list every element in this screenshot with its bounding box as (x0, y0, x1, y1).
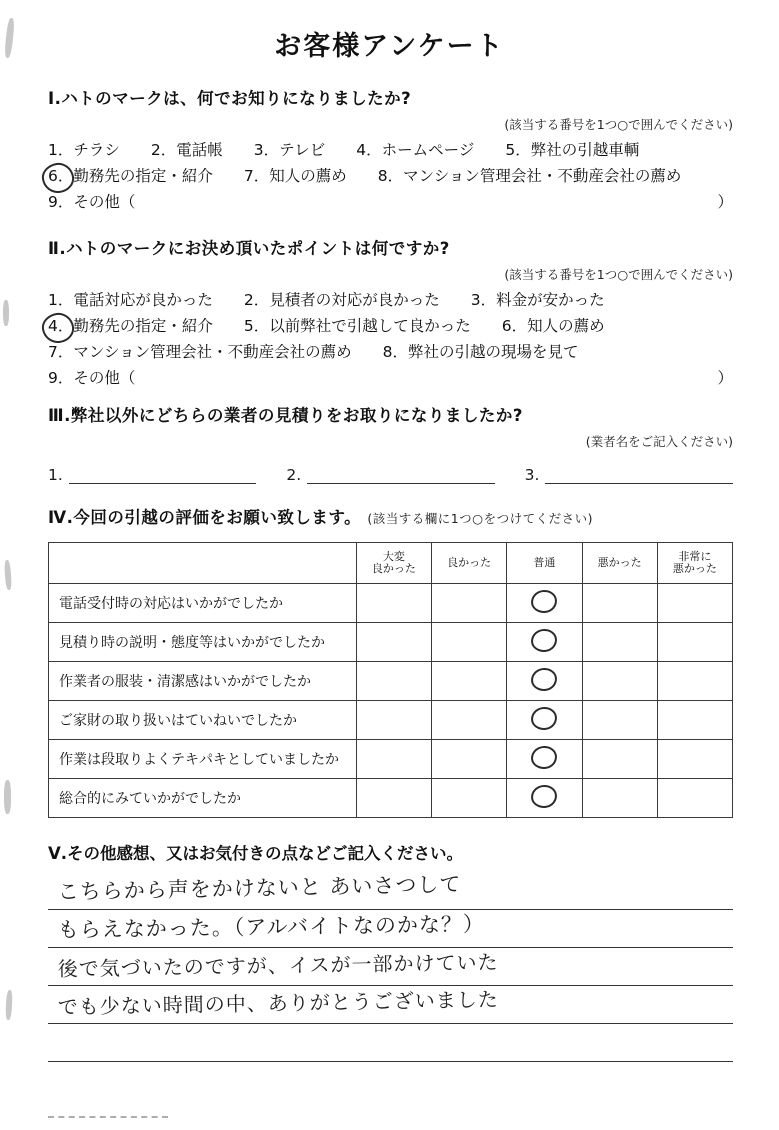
handwritten-o-mark (530, 706, 558, 732)
evaluation-row-6-bad[interactable] (582, 779, 657, 818)
footer-divider (48, 1116, 168, 1118)
question-3-blanks (48, 466, 733, 484)
question-3-blank-1[interactable] (48, 466, 256, 484)
evaluation-row-6-good[interactable] (432, 779, 507, 818)
evaluation-row-5-question: 作業は段取りよくテキパキとしていましたか (49, 740, 357, 779)
question-2-other-label: 9．その他（ (48, 368, 136, 387)
evaluation-row-4-very-bad[interactable] (657, 701, 732, 740)
handwritten-o-mark (530, 589, 558, 615)
scan-artifact (4, 780, 11, 814)
evaluation-row-2-question: 見積り時の説明・態度等はいかがでしたか (49, 623, 357, 662)
evaluation-row-5-very-bad[interactable] (657, 740, 732, 779)
question-5-heading: Ⅴ.その他感想、又はお気付きの点などご記入ください。 (48, 844, 464, 864)
evaluation-row-4-average[interactable] (507, 701, 582, 740)
question-3-blank-1-rule[interactable] (69, 466, 257, 484)
evaluation-header-blank (49, 543, 357, 584)
evaluation-row-2-bad[interactable] (582, 623, 657, 662)
question-3-blank-2[interactable] (286, 466, 494, 484)
evaluation-row-3-good[interactable] (432, 662, 507, 701)
handwritten-o-mark (530, 628, 558, 654)
evaluation-header-very-good-line1: 大変 (382, 549, 405, 563)
evaluation-row-4-good[interactable] (432, 701, 507, 740)
handwritten-o-mark (530, 784, 558, 810)
scan-artifact (3, 300, 9, 326)
evaluation-header-good: 良かった (432, 543, 507, 584)
evaluation-header-very-good (356, 543, 431, 584)
table-row (49, 779, 733, 818)
table-row (49, 701, 733, 740)
question-3-note: (業者名をご記入ください) (585, 434, 733, 450)
question-1-note: (該当する番号を1つ○で囲んでください) (504, 117, 733, 132)
question-1-options-line-2-text: 6．勤務先の指定・紹介 7．知人の薦め 8．マンション管理会社・不動産会社の薦め (48, 166, 682, 185)
question-2-options-line-4[interactable] (48, 368, 733, 389)
question-2-note: (該当する番号を1つ○で囲んでください) (504, 266, 733, 282)
question-1-heading: Ⅰ.ハトのマークは、何でお知りになりましたか? (48, 89, 412, 108)
question-1-other-close: ） (717, 192, 733, 211)
evaluation-row-5-bad[interactable] (582, 740, 657, 779)
evaluation-row-1-average[interactable] (507, 584, 582, 623)
question-2-other-close: ） (717, 368, 733, 387)
evaluation-row-2-very-bad[interactable] (657, 623, 732, 662)
question-2-options-line-3[interactable]: 7．マンション管理会社・不動産会社の薦め 8．弊社の引越の現場を見て (48, 342, 579, 361)
table-row (49, 584, 733, 623)
evaluation-header-very-bad-line1: 非常に (678, 549, 712, 563)
question-4-note: (該当する欄に1つ○をつけてください) (367, 511, 593, 527)
comment-area[interactable] (48, 872, 733, 1062)
evaluation-row-4-question: ご家財の取り扱いはていねいでしたか (49, 701, 357, 740)
evaluation-header-very-good-line2: 良かった (371, 562, 416, 576)
evaluation-row-2-average[interactable] (507, 623, 582, 662)
table-row (49, 623, 733, 662)
page-title: お客様アンケート (274, 31, 505, 62)
evaluation-row-5-very-good[interactable] (356, 740, 431, 779)
evaluation-header-average: 普通 (507, 543, 582, 584)
comment-line-5[interactable] (48, 1024, 733, 1062)
evaluation-row-4-bad[interactable] (582, 701, 657, 740)
evaluation-row-2-good[interactable] (432, 623, 507, 662)
evaluation-row-1-good[interactable] (432, 584, 507, 623)
handwritten-o-mark (530, 667, 558, 693)
question-4-heading (48, 504, 733, 528)
handwritten-o-mark (530, 745, 558, 771)
evaluation-row-6-very-bad[interactable] (657, 779, 732, 818)
question-1-options-line-2[interactable] (48, 166, 733, 187)
evaluation-row-5-average[interactable] (507, 740, 582, 779)
evaluation-header-very-bad (657, 543, 732, 584)
question-2-options-line-2-text: 4．勤務先の指定・紹介 5．以前弊社で引越して良かった 6．知人の薦め (48, 316, 605, 335)
survey-content (0, 85, 779, 1062)
evaluation-row-2-very-good[interactable] (356, 623, 431, 662)
question-2-options-line-2[interactable] (48, 316, 733, 337)
question-3-blank-3-rule[interactable] (545, 466, 733, 484)
evaluation-row-1-bad[interactable] (582, 584, 657, 623)
comment-handwriting-2: もらえなかった。（アルバイトなのかな？） (57, 912, 486, 943)
question-2-options-line-1[interactable]: 1．電話対応が良かった 2．見積者の対応が良かった 3．料金が安かった (48, 290, 605, 309)
question-3-blank-3[interactable] (525, 466, 733, 484)
evaluation-header-bad: 悪かった (582, 543, 657, 584)
evaluation-row-6-very-good[interactable] (356, 779, 431, 818)
evaluation-row-3-very-good[interactable] (356, 662, 431, 701)
question-3-heading: Ⅲ.弊社以外にどちらの業者の見積りをお取りになりましたか? (48, 406, 523, 426)
evaluation-header-very-bad-line2: 悪かった (672, 562, 717, 576)
table-row (49, 740, 733, 779)
comment-line-2[interactable] (48, 910, 733, 948)
question-3-blank-2-number: 2. (286, 466, 302, 485)
question-1-options-line-1[interactable]: 1．チラシ 2．電話帳 3．テレビ 4．ホームページ 5．弊社の引越車輌 (48, 141, 640, 159)
comment-handwriting-3: 後で気づいたのですが、イスが一部かけていた (57, 950, 499, 982)
evaluation-row-3-very-bad[interactable] (657, 662, 732, 701)
comment-line-3[interactable] (48, 948, 733, 986)
question-2-heading: Ⅱ.ハトのマークにお決め頂いたポイントは何ですか? (48, 238, 450, 258)
evaluation-row-1-very-bad[interactable] (657, 584, 732, 623)
question-4-heading-text: Ⅳ.今回の引越の評価をお願い致します。 (48, 508, 362, 528)
evaluation-row-1-question: 電話受付時の対応はいかがでしたか (49, 584, 357, 623)
comment-handwriting-4: でも少ない時間の中、ありがとうございました (57, 987, 499, 1020)
comment-line-1[interactable] (48, 872, 733, 910)
question-1-other-label: 9．その他（ (48, 192, 136, 211)
evaluation-row-6-average[interactable] (507, 779, 582, 818)
evaluation-table-header-row (49, 543, 733, 584)
comment-handwriting-1: こちらから声をかけないと あいさつして (57, 872, 462, 905)
evaluation-row-5-good[interactable] (432, 740, 507, 779)
question-3-blank-3-number: 3. (524, 466, 540, 485)
question-1-options-line-3[interactable] (48, 192, 733, 213)
evaluation-row-4-very-good[interactable] (356, 701, 431, 740)
evaluation-row-6-question: 総合的にみていかがでしたか (49, 779, 357, 818)
evaluation-row-3-average[interactable] (507, 662, 582, 701)
question-3-blank-1-number: 1. (48, 466, 63, 485)
question-3-blank-2-rule[interactable] (307, 466, 495, 484)
table-row (49, 662, 733, 701)
evaluation-row-3-question: 作業者の服装・清潔感はいかがでしたか (49, 662, 357, 701)
comment-line-4[interactable] (48, 986, 733, 1024)
evaluation-table (48, 542, 733, 818)
evaluation-row-3-bad[interactable] (582, 662, 657, 701)
evaluation-row-1-very-good[interactable] (356, 584, 431, 623)
